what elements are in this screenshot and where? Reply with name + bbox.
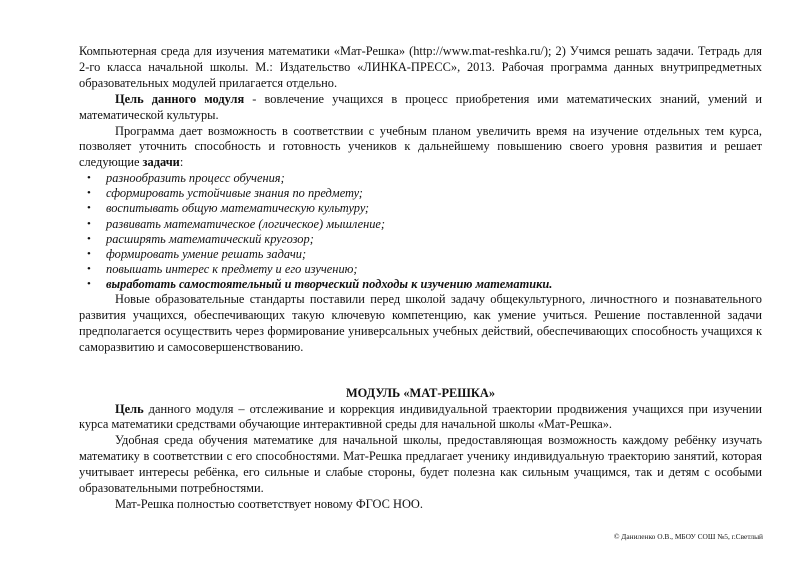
module-goal-label: Цель [115, 401, 144, 416]
list-item [87, 171, 762, 186]
goal-label: Цель данного модуля [115, 91, 245, 106]
tasks-list [79, 171, 762, 292]
standards-paragraph: Новые образовательные стандарты поставили перед школой задачу общекультурного, личностного и познавательного развития учащихся, обеспечивающих такую ключевую компетенцию, как умение учиться. Решение поставленной задачи предполагается осуществить через формирование универсальных учебных действий, обеспечивающих способность учащихся к саморазвитию и самосовершенствованию. [79, 292, 762, 354]
bullet-icon: • [87, 232, 91, 245]
program-text: Программа дает возможность в соответствии с учебным планом увеличить время на изучение отдельных тем курса, позволяет уточнить способность и готовность учеников к дальнейшему повышению своего уровня развития и решает следующие [79, 123, 762, 170]
task-text: развивать математическое (логическое) мышление; [106, 216, 386, 231]
document-body [79, 44, 762, 513]
copyright-footer: © Даниленко О.В., МБОУ СОШ №5, г.Светлый [613, 532, 763, 541]
task-text: формировать умение решать задачи; [106, 246, 307, 261]
module-goal-text: данного модуля – отслеживание и коррекция индивидуальной траектории продвижения учащихся при изучении курса математики средствами обучающие интерактивной среды для начальной школы «Мат-Решка». [79, 401, 762, 432]
module-description-paragraph: Удобная среда обучения математике для начальной школы, предоставляющая возможность каждому ребёнку изучать математику в соответствии с его способностями. Мат-Решка предлагает ученику индивидуальную траекторию занятий, которая учитывает интересы ребёнка, его сильные и слабые стороны, будет полезна как сильным учащимся, так и детям с особыми образовательными потребностями. [79, 433, 762, 496]
task-text: повышать интерес к предмету и его изучению; [106, 261, 358, 276]
bullet-icon: • [87, 202, 91, 215]
module-title: МОДУЛЬ «МАТ-РЕШКА» [345, 385, 496, 400]
bullet-icon: • [87, 187, 91, 200]
goal-paragraph [79, 92, 762, 124]
task-text: расширять математический кругозор; [106, 231, 314, 246]
bullet-icon: • [87, 277, 91, 290]
list-item [87, 231, 762, 247]
list-item [87, 201, 762, 216]
list-item [87, 216, 762, 232]
task-text: воспитывать общую математическую культуру; [106, 201, 369, 216]
tasks-label: задачи [142, 155, 180, 170]
bullet-icon: • [87, 247, 91, 260]
list-item [87, 276, 762, 292]
bullet-icon: • [87, 262, 91, 275]
module-fgos-paragraph: Мат-Решка полностью соответствует новому ФГОС НОО. [115, 496, 423, 511]
intro-paragraph: Компьютерная среда для изучения математики «Мат-Решка» (http://www.mat-reshka.ru/); 2) Учимся решать задачи. Тетрадь для 2-го класса начальной школы. М.: Издательство «ЛИНКА-ПРЕСС», 2013. Рабочая программа данных внутрипредметных образовательных модулей прилагается отдельно. [79, 44, 762, 90]
bullet-icon: • [87, 217, 91, 230]
tasks-colon: : [179, 155, 184, 170]
task-text: разнообразить процесс обучения; [106, 171, 285, 186]
bullet-icon: • [87, 172, 91, 185]
module-goal-paragraph [79, 402, 762, 434]
task-text: сформировать устойчивые знания по предмету; [106, 186, 363, 201]
list-item [87, 246, 762, 262]
task-text: выработать самостоятельный и творческий подходы к изучению математики. [106, 276, 553, 291]
goal-text: - вовлечение учащихся в процесс приобретения ими математических знаний, умений и математической культуры. [79, 91, 763, 122]
program-paragraph [79, 124, 762, 172]
list-item [87, 261, 762, 277]
section-spacer [79, 356, 762, 386]
list-item [87, 186, 762, 201]
